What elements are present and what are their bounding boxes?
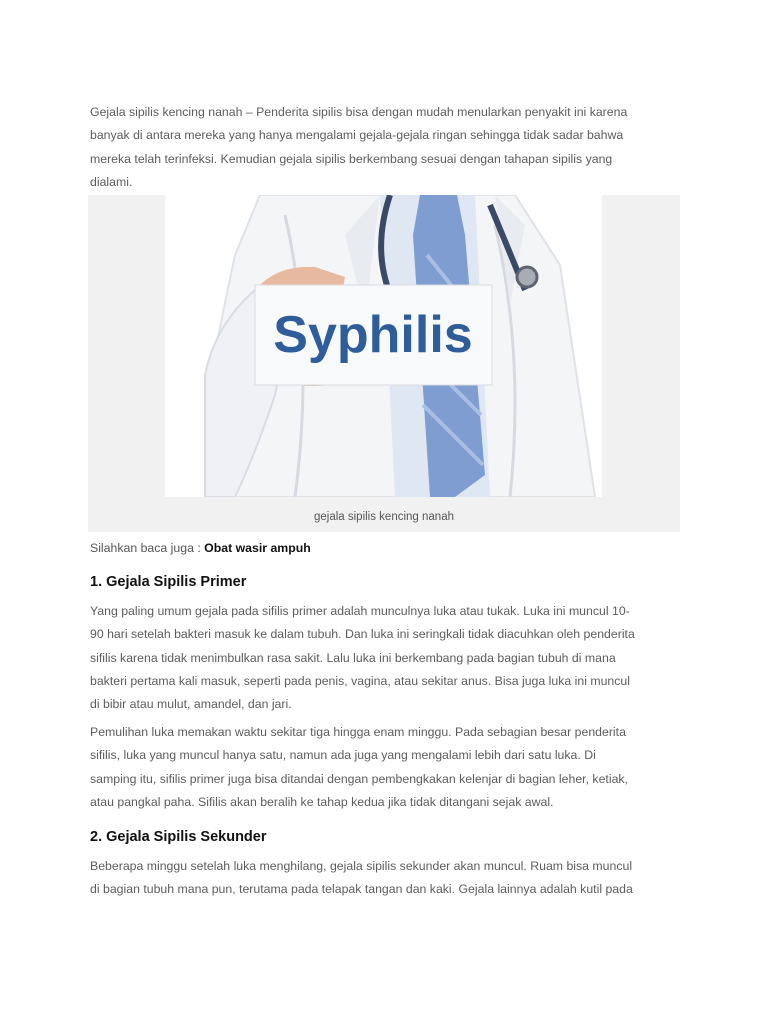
secondary-paragraph-1: [90, 855, 680, 902]
paragraph-line: di bibir atau mulut, amandel, dan jari.: [90, 697, 292, 712]
read-also-link[interactable]: Obat wasir ampuh: [204, 541, 311, 555]
paragraph-line: Beberapa minggu setelah luka menghilang, gejala sipilis sekunder akan muncul. Ruam bisa muncul: [90, 859, 633, 873]
read-also-prefix: Silahkan baca juga :: [90, 541, 205, 555]
paragraph-line: atau pangkal paha. Sifilis akan beralih ke tahap kedua jika tidak ditangani sejak awal.: [90, 794, 554, 809]
read-also-line: [90, 538, 311, 558]
article-figure: [88, 195, 680, 532]
paragraph-line: 90 hari setelah bakteri masuk ke dalam tubuh. Dan luka ini seringkali tidak diacuhkan oleh penderita: [90, 627, 635, 642]
doctor-holding-sign-image: [165, 195, 602, 497]
figure-caption: gejala sipilis kencing nanah: [313, 511, 454, 523]
paragraph-line: sifilis karena tidak menimbulkan rasa sakit. Lalu luka ini berkembang pada bagian tubuh di mana: [90, 650, 616, 665]
sign-text: Syphilis: [273, 306, 473, 364]
intro-line: banyak di antara mereka yang hanya mengalami gejala-gejala ringan sehingga tidak sadar bahwa: [90, 128, 624, 143]
paragraph-line: bakteri pertama kali masuk, seperti pada penis, vagina, atau sekitar anus. Bisa juga luka ini muncul: [90, 673, 630, 688]
primary-paragraph-1: [90, 600, 680, 716]
intro-line: Gejala sipilis kencing nanah – Penderita sipilis bisa dengan mudah menularkan penyakit ini karena: [90, 105, 628, 119]
paragraph-line: Pemulihan luka memakan waktu sekitar tiga hingga enam minggu. Pada sebagian besar penderita: [90, 725, 626, 739]
intro-paragraph: [90, 101, 680, 194]
paragraph-line: di bagian tubuh mana pun, terutama pada telapak tangan dan kaki. Gejala lainnya adalah kutil pada: [90, 882, 633, 897]
paragraph-line: samping itu, sifilis primer juga bisa ditandai dengan pembengkakan kelenjar di bagian leher, ketiak,: [90, 771, 628, 786]
intro-line: dialami.: [90, 174, 133, 189]
intro-line: mereka telah terinfeksi. Kemudian gejala sipilis berkembang sesuai dengan tahapan sipilis yang: [90, 151, 613, 166]
section-heading-primary: 1. Gejala Sipilis Primer: [90, 574, 247, 590]
paragraph-line: Yang paling umum gejala pada sifilis primer adalah munculnya luka atau tukak. Luka ini muncul 10-: [90, 604, 630, 618]
section-heading-secondary: 2. Gejala Sipilis Sekunder: [90, 829, 267, 845]
primary-paragraph-2: [90, 721, 680, 814]
paragraph-line: sifilis, luka yang muncul hanya satu, namun ada juga yang mengalami lebih dari satu luka. Di: [90, 748, 596, 763]
